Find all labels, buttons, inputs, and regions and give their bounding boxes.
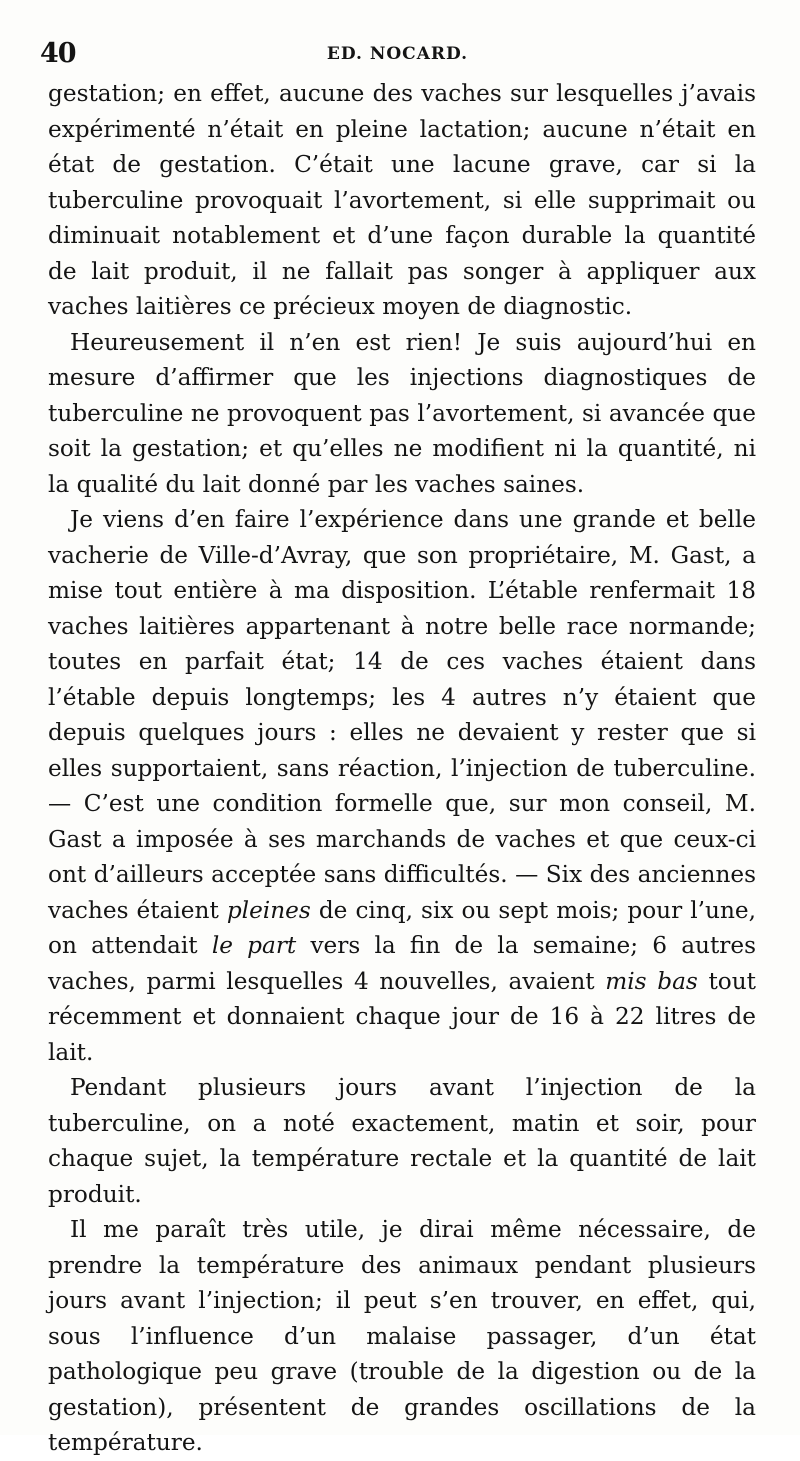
italic-term: mis bas <box>605 967 698 995</box>
paragraph-text-segment: vers la fin de la semaine; 6 autres vaches, parmi lesquelles 4 nouvelles, avaient <box>48 932 756 995</box>
paragraph-text-segment: Je viens d’en faire l’expérience dans une grande et belle vacherie de Ville-d’Avray, que son propriétaire, M. Gast, a mise tout entière à ma disposition. L’étable renfermait 18 vaches laitières appartenant à notre belle race normande; toutes en parfait état; 14 de ces vaches étaient dans l’étable depuis longtemps; les 4 autres n’y étaient que depuis quelques jours : elles ne devaient y rester que si elles supportaient, sans réaction, l’injection de tuberculine. — C’est une condition formelle que, sur mon conseil, M. Gast a imposée à ses marchands de vaches et que ceux-ci ont d’ailleurs acceptée sans difficultés. — Six des anciennes vaches étaient <box>48 506 756 924</box>
paragraph-temperature: Il me paraît très utile, je dirai même nécessaire, de prendre la température des animaux pendant plusieurs jours avant l’injection; il peut s’en trouver, en effet, qui, sous l’influence d’un malaise passager, d’un état pathologique peu grave (trouble de la digestion ou de la gestation), présentent de grandes oscillations de la température. <box>48 1216 756 1456</box>
paragraph-heureusement: Heureusement il n’en est rien! Je suis aujourd’hui en mesure d’affirmer que les injections diagnostiques de tuberculine ne provoquent pas l’avortement, si avancée que soit la gestation; et qu’elles ne modifient ni la quantité, ni la qualité du lait donné par les vaches saines. <box>48 328 756 498</box>
paragraph-continuation: gestation; en effet, aucune des vaches sur lesquelles j’avais expérimenté n’était en pleine lactation; aucune n’était en état de gestation. C’était une lacune grave, car si la tuberculine provoquait l’avortement, si elle supprimait ou diminuait notablement et d’une façon durable la quantité de lait produit, il ne fallait pas songer à appliquer aux vaches laitières ce précieux moyen de diagnostic. <box>48 80 756 320</box>
running-title: ED. NOCARD. <box>326 44 469 64</box>
body-text <box>48 76 756 1461</box>
paragraph-text-segment: de cinq, six ou sept mois; pour l’une, on attendait <box>48 896 756 959</box>
paragraph-pendant: Pendant plusieurs jours avant l’injection de la tuberculine, on a noté exactement, matin et soir, pour chaque sujet, la température rectale et la quantité de lait produit. <box>48 1074 756 1208</box>
italic-term: le part <box>211 932 297 959</box>
page-number: 40 <box>40 38 76 69</box>
paragraph-experience <box>48 502 756 1070</box>
paragraph-text-segment: tout récemment et donnaient chaque jour de 16 à 22 litres de lait. <box>48 967 756 1066</box>
page-header <box>40 38 755 72</box>
italic-term: pleines <box>226 896 311 924</box>
